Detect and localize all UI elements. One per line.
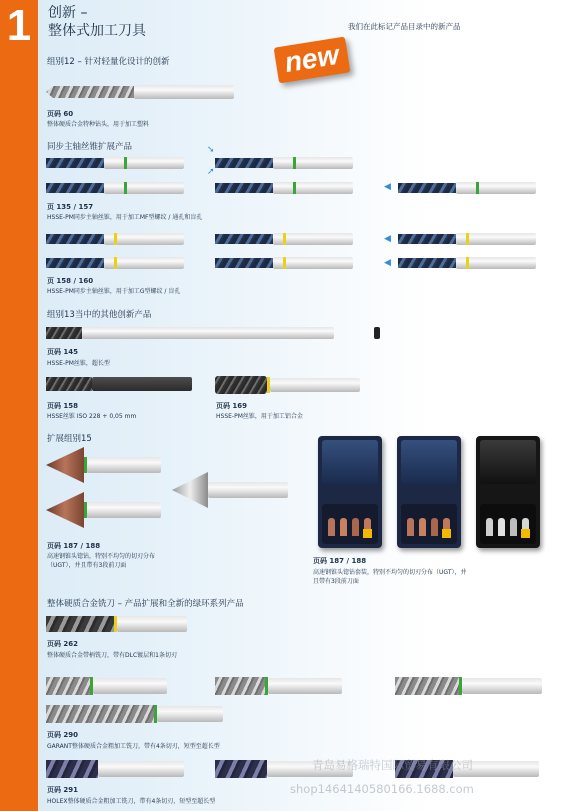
countersink-set-case-image [318, 436, 382, 548]
title-line-1: 创新 – [48, 5, 88, 21]
desc-187-188-right-2: 且带有3段前刀面 [313, 578, 359, 585]
tap-iso228-image [46, 376, 194, 392]
page-ref-135-157: 页 135 / 157 [47, 203, 94, 211]
page-ref-169: 页码 169 [216, 402, 248, 410]
countersink-image [46, 492, 162, 528]
desc-60: 整体硬质合金特种钻头，用于加工塑料 [47, 121, 150, 128]
page-ref-187-188-right: 页码 187 / 188 [313, 557, 367, 565]
page-ref-291: 页码 291 [47, 786, 79, 794]
desc-135-157: HSSE-PM同步主轴丝锥，用于加工MF型螺纹 / 通孔和盲孔 [47, 214, 203, 221]
desc-158-160: HSSE-PM同步主轴丝锥，用于加工G型螺纹 / 盲孔 [47, 288, 181, 295]
page-ref-158-160: 页 158 / 160 [47, 277, 94, 285]
desc-187-188-left-1: 高速钢锥头锪钻，特别不均匀的切刃分布 [47, 553, 156, 560]
tap-image [215, 156, 355, 170]
countersink-image [172, 472, 290, 508]
desc-187-188-left-2: （UGT），并且带有3段前刀面 [47, 562, 127, 569]
roughing-endmill-long-image [46, 704, 224, 724]
new-badge: new [274, 37, 351, 84]
tap-image [46, 232, 186, 246]
roughing-endmill-image [215, 676, 343, 696]
coolant-arrow-icon: ◀ [384, 234, 391, 244]
page-ref-145: 页码 145 [47, 348, 79, 356]
heading-mills: 整体硬质合金铣刀 – 产品扩展和全新的绿环系列产品 [47, 599, 244, 609]
tap-image [398, 256, 538, 270]
tap-image [46, 156, 186, 170]
tap-aluminium-image [215, 376, 363, 394]
page-ref-158-b: 页码 158 [47, 402, 79, 410]
coolant-arrow-icon: ➘ [207, 145, 215, 155]
page-ref-60: 页码 60 [47, 110, 74, 118]
tap-image [398, 232, 538, 246]
chapter-bar [0, 0, 38, 811]
heading-group13: 组别13当中的其他创新产品 [47, 310, 152, 320]
heading-taps: 同步主轴丝锥扩展产品 [47, 142, 133, 152]
desc-262: 整体硬质合金带柄铣刀，带有DLC镀层和1条切刃 [47, 652, 177, 659]
page-ref-290: 页码 290 [47, 731, 79, 739]
tap-image [215, 256, 355, 270]
roughing-endmill-image [395, 676, 543, 696]
page-title [48, 4, 146, 40]
title-line-2: 整体式加工刀具 [48, 23, 146, 39]
drill-tool-image [46, 84, 236, 100]
countersink-set-case-image [476, 436, 540, 548]
chapter-number: 1 [6, 1, 32, 50]
desc-187-188-right-1: 高速钢锥头锪钻套装，特别不均匀的切刃分布（UGT），并 [313, 569, 467, 576]
heading-group15: 扩展组别15 [47, 434, 92, 444]
tap-image [215, 181, 355, 195]
desc-145: HSSE-PM丝锥，超长型 [47, 360, 110, 367]
new-marker-note: 我们在此标记产品目录中的新产品 [348, 22, 461, 31]
desc-169: HSSE-PM丝锥，用于加工铝合金 [216, 413, 303, 420]
roughing-endmill-image [46, 676, 168, 696]
countersink-image [46, 447, 162, 483]
desc-290: GARANT整体硬质合金粗加工铣刀，带有4条切刃，短型至超长型 [47, 743, 220, 750]
coolant-arrow-icon: ➚ [207, 167, 215, 177]
watermark-line-1: 青岛易格瑞特国际贸易有限公司 [312, 758, 473, 772]
holex-endmill-image [46, 759, 186, 779]
watermark-line-2: shop1464140580166.1688.com [290, 782, 474, 796]
desc-158-b: HSSE丝锥 ISO 228 + 0,05 mm [47, 413, 137, 420]
tap-image [46, 181, 186, 195]
tap-image [215, 232, 355, 246]
dlc-endmill-image [46, 615, 188, 633]
heading-group12: 组别12 – 针对轻量化设计的创新 [47, 57, 170, 67]
coolant-arrow-icon: ◀ [384, 182, 391, 192]
countersink-set-case-image [397, 436, 461, 548]
desc-291: HOLEX整体硬质合金粗加工铣刀，带有4条切刃，短型至超长型 [47, 798, 216, 805]
long-tap-image [46, 325, 336, 341]
tap-image [398, 181, 538, 195]
coolant-arrow-icon: ◀ [384, 258, 391, 268]
page-ref-187-188-left: 页码 187 / 188 [47, 542, 101, 550]
page-ref-262: 页码 262 [47, 640, 79, 648]
tap-image [46, 256, 186, 270]
